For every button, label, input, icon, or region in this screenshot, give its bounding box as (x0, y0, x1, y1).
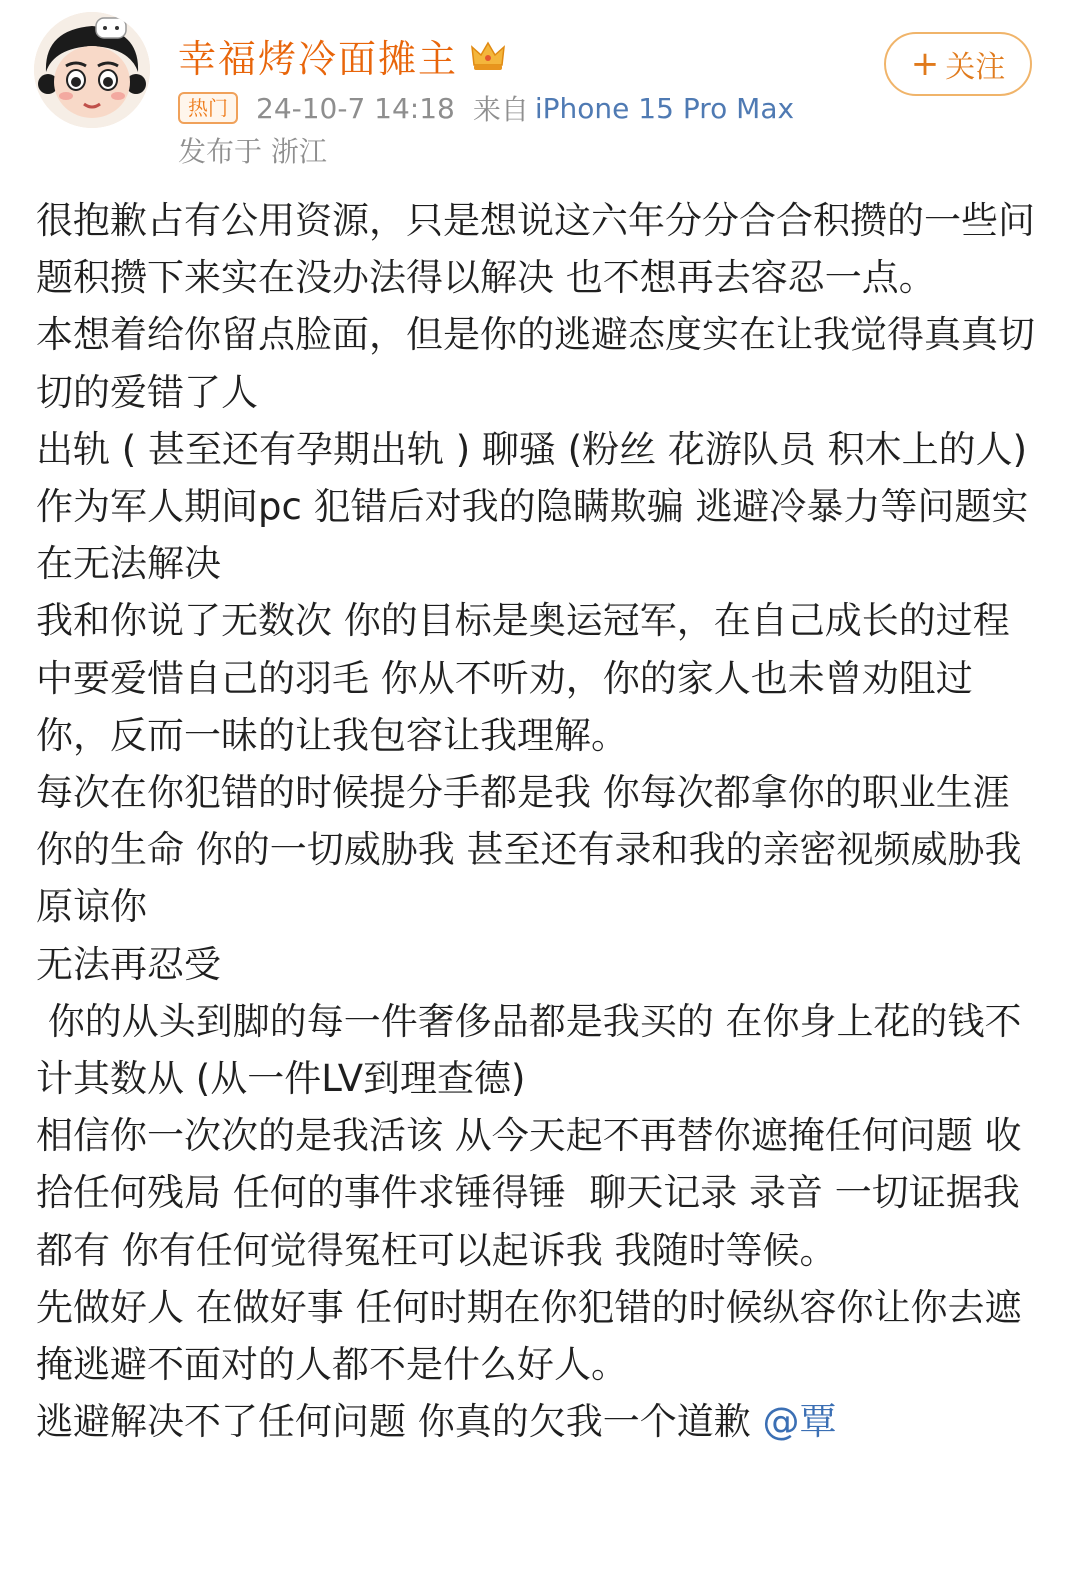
cartoon-avatar-icon[interactable] (34, 12, 150, 128)
last-line-text: 逃避解决不了任何问题 你真的欠我一个道歉 (36, 1400, 763, 1444)
post-header (0, 0, 1080, 180)
post-paragraph: 相信你一次次的是我活该 从今天起不再替你遮掩任何问题 收拾任何残局 任何的事件求锤得锤 聊天记录 录音 一切证据我都有 你有任何觉得冤枉可以起诉我 我随时等候。 (36, 1114, 1022, 1272)
hot-badge: 热门 (178, 92, 238, 124)
post-meta (178, 88, 794, 128)
post-paragraph: 本想着给你留点脸面，但是你的逃避态度实在让我觉得真真切切的爱错了人 (36, 313, 1035, 414)
device-link[interactable]: iPhone 15 Pro Max (534, 91, 795, 125)
post-last-line (36, 1393, 1046, 1450)
post-paragraph: 每次在你犯错的时候提分手都是我 你每次都拿你的职业生涯你的生命 你的一切威胁我 甚至还有录和我的亲密视频威胁我原谅你 (36, 771, 1022, 929)
post-paragraph: 先做好人 在做好事 任何时期在你犯错的时候纵容你让你去遮掩逃避不面对的人都不是什么好人。 (36, 1285, 1022, 1387)
post-paragraph: 很抱歉占有公用资源，只是想说这六年分分合合积攒的一些问题积攒下来实在没办法得以解决 也不想再去容忍一点。 (36, 199, 1035, 300)
post-timestamp: 24-10-7 14:18 (256, 91, 455, 125)
author-name[interactable]: 幸福烤冷面摊主 (178, 36, 459, 81)
post-paragraph: 无法再忍受 (36, 942, 221, 986)
follow-button[interactable] (884, 32, 1032, 96)
post-location: 发布于 浙江 (178, 135, 327, 168)
post-paragraph: 出轨 ( 甚至还有孕期出轨 ) 聊骚 (粉丝 花游队员 积木上的人) 作为军人期间pc 犯错后对我的隐瞒欺骗 逃避冷暴力等问题实在无法解决 (36, 427, 1051, 586)
crown-icon (468, 35, 508, 75)
post-paragraph: 我和你说了无数次 你的目标是奥运冠军，在自己成长的过程中要爱惜自己的羽毛 你从不听劝，你的家人也未曾劝阻过你，反而一昧的让我包容让我理解。 (36, 599, 1010, 757)
mention-link[interactable]: @覃 (762, 1400, 837, 1444)
source-prefix: 来自 (472, 93, 529, 126)
post-body (36, 192, 1051, 1450)
post-paragraph: 你的从头到脚的每一件奢侈品都是我买的 在你身上花的钱不计其数从 (从一件LV到理查德) (36, 999, 1022, 1101)
author-row (178, 30, 508, 80)
plus-icon: + (910, 44, 940, 84)
follow-label: 关注 (945, 50, 1006, 85)
